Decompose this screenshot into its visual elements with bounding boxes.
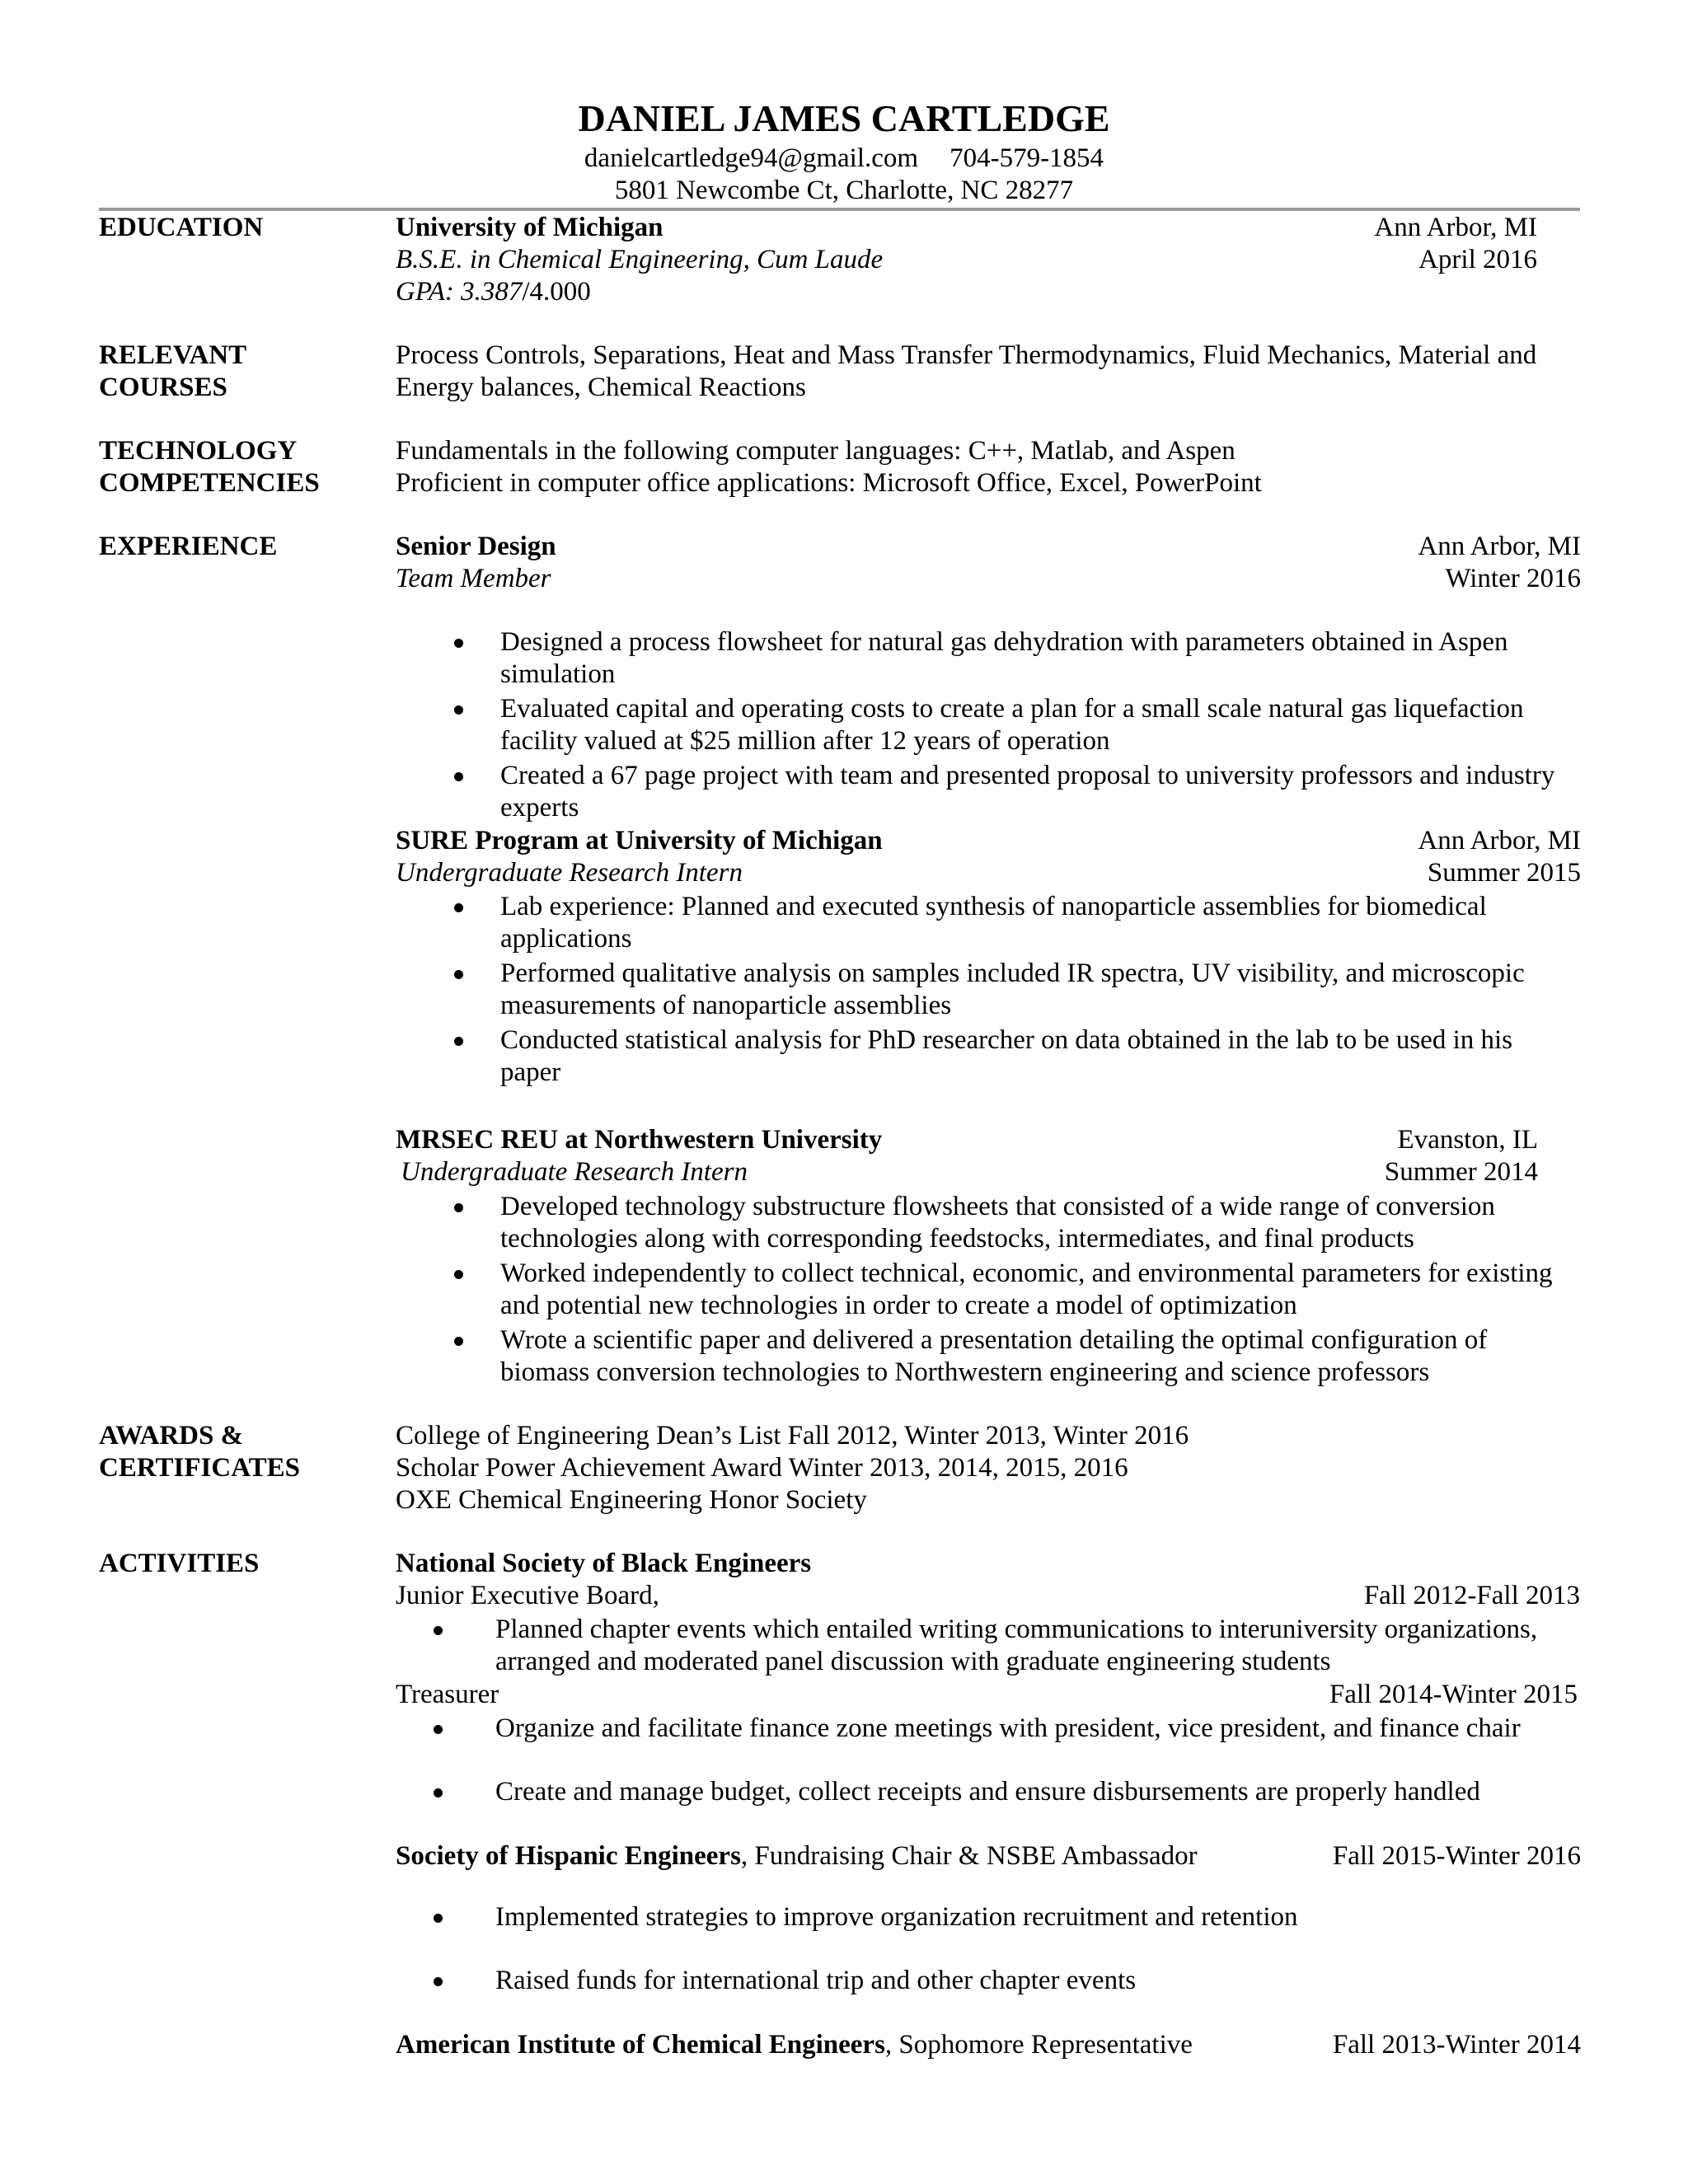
- job-date: Summer 2015: [1427, 858, 1581, 888]
- bullet-icon: [454, 1337, 463, 1346]
- activity-org-line: [396, 2029, 1193, 2061]
- education-gpa: GPA: 3.387/4.000: [396, 277, 591, 307]
- activity-org-name: American Institute of Chemical Engineers: [396, 2030, 885, 2060]
- job-title: MRSEC REU at Northwestern University: [396, 1125, 883, 1155]
- award-item: College of Engineering Dean’s List Fall 2012, Winter 2013, Winter 2016: [396, 1421, 1189, 1451]
- activity-date: Fall 2014-Winter 2015: [1329, 1680, 1578, 1709]
- job-location: Ann Arbor, MI: [1418, 532, 1581, 561]
- job-title: Senior Design: [396, 532, 556, 561]
- activity-role: , Fundraising Chair & NSBE Ambassador: [740, 1841, 1198, 1871]
- bullet-text-cont: arranged and moderated panel discussion with graduate engineering students: [495, 1647, 1331, 1676]
- candidate-name: DANIEL JAMES CARTLEDGE: [578, 97, 1110, 139]
- contact-line: [0, 143, 1688, 175]
- section-heading-education: EDUCATION: [99, 213, 264, 242]
- education-date: April 2016: [1418, 245, 1537, 274]
- activity-date: Fall 2013-Winter 2014: [1332, 2030, 1581, 2060]
- bullet-text: Evaluated capital and operating costs to create a plan for a small scale natural gas liquefaction: [500, 694, 1524, 724]
- bullet-icon: [454, 639, 463, 648]
- bullet-text-cont: simulation: [500, 659, 616, 689]
- section-heading-courses: RELEVANT: [99, 340, 247, 370]
- section-heading-experience: EXPERIENCE: [99, 532, 278, 561]
- education-school: University of Michigan: [396, 213, 663, 242]
- bullet-text-cont: and potential new technologies in order to create a model of optimization: [500, 1291, 1297, 1320]
- phone-text: 704-579-1854: [950, 143, 1104, 173]
- activity-role: , Sophomore Representative: [884, 2030, 1193, 2060]
- job-location: Evanston, IL: [1397, 1125, 1538, 1155]
- bullet-text: Implemented strategies to improve organization recruitment and retention: [495, 1902, 1298, 1932]
- activity-org-name: National Society of Black Engineers: [396, 1549, 812, 1578]
- technology-line: Proficient in computer office applications: Microsoft Office, Excel, PowerPoint: [396, 468, 1262, 498]
- bullet-text: Conducted statistical analysis for PhD researcher on data obtained in the lab to be used in his: [500, 1025, 1513, 1055]
- bullet-icon: [434, 1725, 443, 1734]
- bullet-icon: [454, 903, 463, 912]
- courses-line: Energy balances, Chemical Reactions: [396, 373, 806, 402]
- email-text: danielcartledge94@gmail.com: [584, 143, 919, 173]
- award-item: OXE Chemical Engineering Honor Society: [396, 1485, 867, 1515]
- bullet-text-cont: experts: [500, 793, 579, 823]
- activity-date: Fall 2012-Fall 2013: [1363, 1581, 1580, 1610]
- job-date: Winter 2016: [1445, 564, 1581, 593]
- bullet-text-cont: biomass conversion technologies to Northwestern engineering and science professors: [500, 1357, 1430, 1387]
- job-title: SURE Program at University of Michigan: [396, 826, 883, 855]
- bullet-text-cont: paper: [500, 1057, 561, 1087]
- section-heading-awards: AWARDS &: [99, 1421, 244, 1451]
- bullet-icon: [454, 1270, 463, 1279]
- bullet-icon: [434, 1788, 443, 1797]
- header-divider: [99, 208, 1580, 211]
- bullet-text: Performed qualitative analysis on samples included IR spectra, UV visibility, and microscopic: [500, 958, 1525, 988]
- bullet-icon: [454, 705, 463, 715]
- bullet-icon: [434, 1977, 443, 1986]
- job-role: Undergraduate Research Intern: [401, 1157, 748, 1187]
- bullet-text: Lab experience: Planned and executed synthesis of nanoparticle assemblies for biomedical: [500, 892, 1487, 921]
- bullet-text: Wrote a scientific paper and delivered a presentation detailing the optimal configuration of: [500, 1325, 1488, 1355]
- education-degree: B.S.E. in Chemical Engineering, Cum Laude: [396, 245, 884, 274]
- activity-date: Fall 2015-Winter 2016: [1332, 1841, 1581, 1871]
- bullet-text-cont: facility valued at $25 million after 12 years of operation: [500, 726, 1110, 756]
- section-heading-technology: TECHNOLOGY: [99, 436, 298, 466]
- courses-line: Process Controls, Separations, Heat and Mass Transfer Thermodynamics, Fluid Mechanics, Material and: [396, 340, 1537, 370]
- bullet-icon: [454, 1203, 463, 1212]
- bullet-text: Developed technology substructure flowsheets that consisted of a wide range of conversion: [500, 1192, 1495, 1221]
- bullet-icon: [434, 1914, 443, 1923]
- bullet-icon: [454, 970, 463, 979]
- job-role: Team Member: [396, 564, 551, 593]
- job-role: Undergraduate Research Intern: [396, 858, 743, 888]
- bullet-icon: [454, 772, 463, 781]
- bullet-text-cont: technologies along with corresponding feedstocks, intermediates, and final products: [500, 1224, 1414, 1254]
- section-heading-courses-2: COURSES: [99, 373, 227, 402]
- bullet-icon: [454, 1037, 463, 1046]
- bullet-icon: [434, 1626, 443, 1635]
- activity-role: Junior Executive Board,: [396, 1581, 659, 1610]
- bullet-text: Raised funds for international trip and other chapter events: [495, 1966, 1137, 1995]
- bullet-text-cont: applications: [500, 924, 632, 954]
- activity-org-line: [396, 1840, 1198, 1872]
- job-date: Summer 2014: [1384, 1157, 1538, 1187]
- job-location: Ann Arbor, MI: [1418, 826, 1581, 855]
- bullet-text: Worked independently to collect technical, economic, and environmental parameters for existing: [500, 1258, 1553, 1288]
- activity-role: Treasurer: [396, 1680, 499, 1709]
- address-line: 5801 Newcombe Ct, Charlotte, NC 28277: [614, 176, 1074, 205]
- education-location: Ann Arbor, MI: [1374, 213, 1537, 242]
- bullet-text: Planned chapter events which entailed writing communications to interuniversity organizations,: [495, 1615, 1538, 1644]
- bullet-text: Organize and facilitate finance zone meetings with president, vice president, and finance chair: [495, 1713, 1521, 1743]
- bullet-text: Create and manage budget, collect receipts and ensure disbursements are properly handled: [495, 1777, 1480, 1807]
- bullet-text: Designed a process flowsheet for natural gas dehydration with parameters obtained in Aspen: [500, 627, 1508, 657]
- section-heading-awards-2: CERTIFICATES: [99, 1453, 300, 1483]
- section-heading-technology-2: COMPETENCIES: [99, 468, 320, 498]
- bullet-text-cont: measurements of nanoparticle assemblies: [500, 991, 952, 1020]
- bullet-text: Created a 67 page project with team and presented proposal to university professors and industry: [500, 761, 1555, 790]
- award-item: Scholar Power Achievement Award Winter 2013, 2014, 2015, 2016: [396, 1453, 1128, 1483]
- technology-line: Fundamentals in the following computer languages: C++, Matlab, and Aspen: [396, 436, 1236, 466]
- activity-org-name: Society of Hispanic Engineers: [396, 1841, 741, 1871]
- section-heading-activities: ACTIVITIES: [99, 1549, 260, 1578]
